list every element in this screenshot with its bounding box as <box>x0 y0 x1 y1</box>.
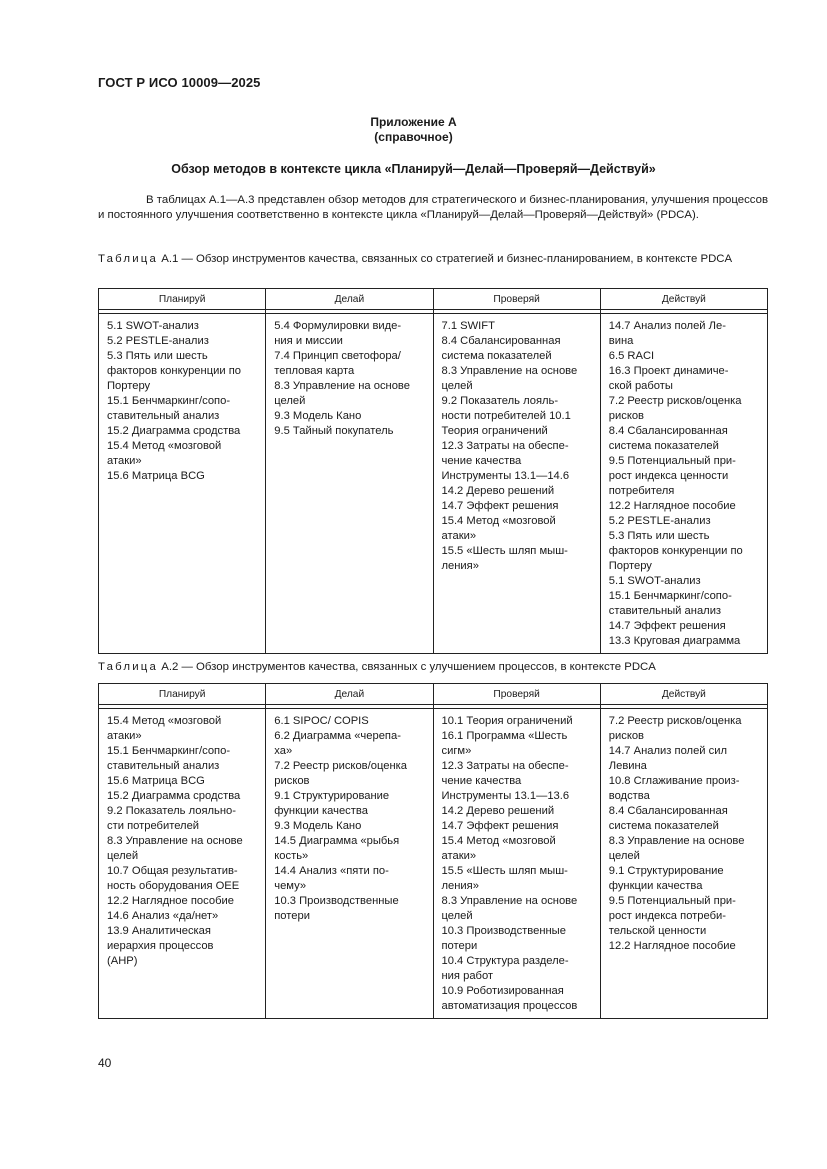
cell-line: 9.1 Структурирование <box>274 790 390 802</box>
table1-header-act: Действуй <box>600 289 767 310</box>
cell-line: 7.2 Реестр рисков/оценка <box>608 395 742 407</box>
cell-line: 8.3 Управление на основе <box>608 835 745 847</box>
cell-line: 7.4 Принцип светофора/ <box>274 350 401 362</box>
table1-header-do: Делай <box>266 289 433 310</box>
cell-line: 8.4 Сбалансированная <box>441 335 561 347</box>
cell-line: 9.5 Тайный покупатель <box>274 425 394 437</box>
cell-line: ставительный анализ <box>608 605 722 617</box>
cell-line: ления» <box>441 560 479 572</box>
cell-line: ности потребителей 10.1 <box>441 410 571 422</box>
cell-line: 8.3 Управление на основе <box>274 380 410 392</box>
cell-line: 5.1 SWOT-анализ <box>608 575 701 587</box>
cell-line: ность оборудования ОЕЕ <box>107 880 240 892</box>
table2-header-check: Проверяй <box>433 684 600 705</box>
page-number: 40 <box>98 1056 112 1070</box>
cell-line: иерархия процессов <box>107 940 214 952</box>
cell-line: 12.2 Наглядное пособие <box>608 940 736 952</box>
cell-line: 5.2 PESTLE-анализ <box>608 515 711 527</box>
cell-line: 7.1 SWIFT <box>441 320 495 332</box>
cell-line: 13.3 Круговая диаграмма <box>608 635 741 647</box>
annex-heading <box>0 115 827 145</box>
cell-line: целей <box>107 850 139 862</box>
table2-cell-check <box>433 709 600 1019</box>
cell-line: ния и миссии <box>274 335 343 347</box>
cell-line: 14.7 Эффект решения <box>441 500 559 512</box>
intro-paragraph: В таблицах А.1—А.3 представлен обзор методов для стратегического и бизнес-планирования, улучшения процессов и постоянного улучшения соответственно в контексте цикла «Планируй—Делай—Проверяй—Действуй» (PDCA). <box>98 194 768 221</box>
cell-line: 15.5 «Шесть шляп мыш- <box>441 545 568 557</box>
cell-line: 15.2 Диаграмма сродства <box>107 425 241 437</box>
table2-caption-word: Таблица <box>98 661 159 673</box>
table2-cell-act <box>600 709 767 1019</box>
cell-line: Портеру <box>107 380 151 392</box>
cell-line: 9.3 Модель Кано <box>274 820 362 832</box>
table2-cell-do <box>266 709 433 1019</box>
cell-line: 14.7 Анализ полей Ле- <box>608 320 726 332</box>
cell-line: рост индекса потреби- <box>608 910 726 922</box>
table-row <box>99 314 768 654</box>
cell-line: потери <box>274 910 310 922</box>
cell-line: 12.3 Затраты на обеспе- <box>441 440 569 452</box>
cell-line: 6.1 SIPOC/ COPIS <box>274 715 369 727</box>
cell-line: 9.3 Модель Кано <box>274 410 362 422</box>
cell-line: целей <box>608 850 640 862</box>
cell-line: 14.5 Диаграмма «рыбья <box>274 835 400 847</box>
cell-line: 10.4 Структура разделе- <box>441 955 569 967</box>
annex-subtitle: (справочное) <box>374 130 453 144</box>
table1-pdca <box>98 288 768 654</box>
cell-line: ставительный анализ <box>107 410 220 422</box>
cell-line: функции качества <box>608 880 703 892</box>
cell-line: 16.3 Проект динамиче- <box>608 365 729 377</box>
cell-line: 14.7 Анализ полей сил <box>608 745 728 757</box>
cell-line: 8.4 Сбалансированная <box>608 425 728 437</box>
cell-line: 6.5 RACI <box>608 350 655 362</box>
cell-line: Инструменты 13.1—14.6 <box>441 470 570 482</box>
cell-line: тельской ценности <box>608 925 707 937</box>
table2-cell-plan <box>99 709 266 1019</box>
cell-line: 9.5 Потенциальный при- <box>608 455 736 467</box>
cell-line: атаки» <box>441 850 477 862</box>
cell-line: 5.3 Пять или шесть <box>107 350 208 362</box>
cell-line: 15.6 Матрица BCG <box>107 470 205 482</box>
table2-header-plan: Планируй <box>99 684 266 705</box>
cell-line: ха» <box>274 745 293 757</box>
cell-line: 15.1 Бенчмаркинг/сопо- <box>608 590 732 602</box>
cell-line: 15.1 Бенчмаркинг/сопо- <box>107 395 231 407</box>
table1-header-row <box>99 289 768 310</box>
table2-header-row <box>99 684 768 705</box>
cell-line: сигм» <box>441 745 472 757</box>
cell-line: чение качества <box>441 455 522 467</box>
cell-line: Левина <box>608 760 647 772</box>
cell-line: 9.1 Структурирование <box>608 865 724 877</box>
cell-line: 8.4 Сбалансированная <box>608 805 728 817</box>
cell-line: 13.9 Аналитическая <box>107 925 211 937</box>
table1-caption-word: Таблица <box>98 253 159 265</box>
cell-line: 16.1 Программа «Шесть <box>441 730 568 742</box>
cell-line: 14.6 Анализ «да/нет» <box>107 910 219 922</box>
cell-line: Портеру <box>608 560 652 572</box>
table1-cell-check <box>433 314 600 654</box>
cell-line: потребителя <box>608 485 675 497</box>
cell-line: 15.4 Метод «мозговой <box>107 440 222 452</box>
cell-line: 14.7 Эффект решения <box>608 620 726 632</box>
cell-line: 9.2 Показатель лояль- <box>441 395 559 407</box>
cell-line: 8.3 Управление на основе <box>441 365 578 377</box>
cell-line: 9.2 Показатель лояльно- <box>107 805 236 817</box>
cell-line: потери <box>441 940 478 952</box>
cell-line: 15.4 Метод «мозговой <box>441 515 556 527</box>
table1-cell-plan <box>99 314 266 654</box>
cell-line: целей <box>274 395 306 407</box>
cell-line: 5.4 Формулировки виде- <box>274 320 402 332</box>
table2-header-do: Делай <box>266 684 433 705</box>
table1-caption-text: А.1 — Обзор инструментов качества, связанных со стратегией и бизнес-планированием, в контексте PDCA <box>161 253 733 265</box>
cell-line: атаки» <box>107 730 142 742</box>
cell-line: 14.7 Эффект решения <box>441 820 559 832</box>
cell-line: 15.4 Метод «мозговой <box>441 835 556 847</box>
table1-header-plan: Планируй <box>99 289 266 310</box>
table2-header-act: Действуй <box>600 684 767 705</box>
cell-line: Инструменты 13.1—13.6 <box>441 790 570 802</box>
table1-cell-act <box>600 314 767 654</box>
cell-line: 15.1 Бенчмаркинг/сопо- <box>107 745 231 757</box>
cell-line: 7.2 Реестр рисков/оценка <box>608 715 742 727</box>
cell-line: 14.4 Анализ «пяти по- <box>274 865 389 877</box>
cell-line: 7.2 Реестр рисков/оценка <box>274 760 407 772</box>
cell-line: чему» <box>274 880 307 892</box>
cell-line: 5.1 SWOT-анализ <box>107 320 199 332</box>
cell-line: ния работ <box>441 970 494 982</box>
cell-line: система показателей <box>608 820 719 832</box>
cell-line: 14.2 Дерево решений <box>441 805 555 817</box>
cell-line: 5.2 PESTLE-анализ <box>107 335 209 347</box>
cell-line: система показателей <box>608 440 719 452</box>
cell-line: рисков <box>608 410 645 422</box>
cell-line: 10.1 Теория ограничений <box>441 715 573 727</box>
cell-line: 12.2 Наглядное пособие <box>608 500 736 512</box>
cell-line: 15.4 Метод «мозговой <box>107 715 222 727</box>
cell-line: целей <box>441 380 473 392</box>
cell-line: рисков <box>608 730 645 742</box>
cell-line: сти потребителей <box>107 820 200 832</box>
cell-line: ской работы <box>608 380 673 392</box>
cell-line: 14.2 Дерево решений <box>441 485 555 497</box>
cell-line: 8.3 Управление на основе <box>441 895 578 907</box>
table-row <box>99 709 768 1019</box>
cell-line: факторов конкуренции по <box>107 365 241 377</box>
cell-line: атаки» <box>441 530 477 542</box>
cell-line: автоматизация процессов <box>441 1000 578 1012</box>
section-title: Обзор методов в контексте цикла «Планируй—Делай—Проверяй—Действуй» <box>171 162 656 176</box>
cell-line: кость» <box>274 850 309 862</box>
cell-line: 5.3 Пять или шесть <box>608 530 710 542</box>
cell-line: рост индекса ценности <box>608 470 729 482</box>
cell-line: функции качества <box>274 805 368 817</box>
cell-line: (AHP) <box>107 955 138 967</box>
table1-cell-do <box>266 314 433 654</box>
table1-caption <box>98 252 768 267</box>
annex-title: Приложение А <box>370 115 457 129</box>
cell-line: ления» <box>441 880 479 892</box>
cell-line: 10.3 Производственные <box>441 925 566 937</box>
table2-caption-text: А.2 — Обзор инструментов качества, связанных с улучшением процессов, в контексте PDCA <box>161 661 656 673</box>
cell-line: 15.6 Матрица BCG <box>107 775 205 787</box>
cell-line: 10.8 Сглаживание произ- <box>608 775 740 787</box>
cell-line: факторов конкуренции по <box>608 545 743 557</box>
cell-line: атаки» <box>107 455 142 467</box>
cell-line: рисков <box>274 775 310 787</box>
cell-line: чение качества <box>441 775 522 787</box>
cell-line: целей <box>441 910 473 922</box>
cell-line: система показателей <box>441 350 552 362</box>
cell-line: Теория ограничений <box>441 425 548 437</box>
cell-line: 10.7 Общая результатив- <box>107 865 238 877</box>
cell-line: тепловая карта <box>274 365 355 377</box>
table2-caption <box>98 660 768 675</box>
cell-line: ставительный анализ <box>107 760 220 772</box>
cell-line: 6.2 Диаграмма «черепа- <box>274 730 401 742</box>
cell-line: 8.3 Управление на основе <box>107 835 243 847</box>
cell-line: 10.9 Роботизированная <box>441 985 564 997</box>
cell-line: водства <box>608 790 650 802</box>
cell-line: 9.5 Потенциальный при- <box>608 895 736 907</box>
table1-header-check: Проверяй <box>433 289 600 310</box>
cell-line: 10.3 Производственные <box>274 895 399 907</box>
standard-header: ГОСТ Р ИСО 10009—2025 <box>98 75 261 90</box>
cell-line: 15.5 «Шесть шляп мыш- <box>441 865 568 877</box>
cell-line: 12.2 Наглядное пособие <box>107 895 234 907</box>
cell-line: 12.3 Затраты на обеспе- <box>441 760 569 772</box>
cell-line: 15.2 Диаграмма сродства <box>107 790 241 802</box>
table2-pdca <box>98 683 768 1019</box>
cell-line: вина <box>608 335 634 347</box>
